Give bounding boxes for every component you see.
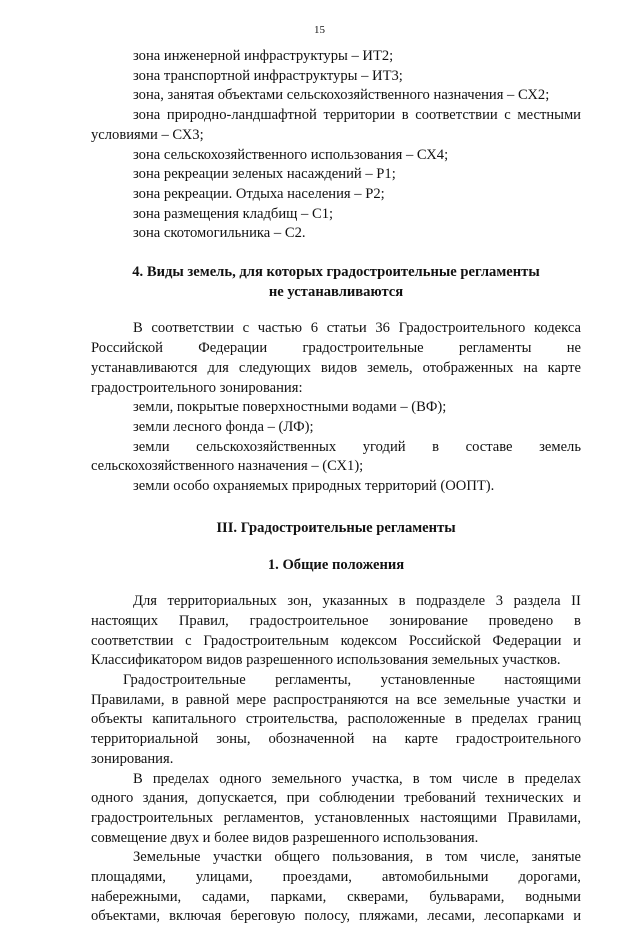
zone-item: зона рекреации зеленых насаждений – Р1; bbox=[133, 166, 396, 183]
word: в bbox=[398, 593, 406, 610]
word: территориальной bbox=[91, 731, 199, 748]
word: Российской bbox=[91, 340, 163, 357]
paragraph-line: В пределах одного земельного участка, в том числе в пределах bbox=[133, 770, 581, 787]
word: в bbox=[432, 438, 440, 455]
word: Правил, bbox=[178, 612, 229, 629]
section-4-para: устанавливаются для следующих видов земель, отображенных на карте bbox=[91, 359, 581, 376]
zone-item: условиями – СХ3; bbox=[91, 126, 204, 143]
general-heading: 1. Общие положения bbox=[267, 557, 405, 574]
page-number: 15 bbox=[314, 24, 325, 36]
word: 3 bbox=[495, 593, 504, 610]
zone-item: зона размещения кладбищ – С1; bbox=[133, 205, 334, 222]
paragraph-line: одного здания, допускается, при соблюдении требований технических и bbox=[91, 790, 581, 807]
zone-item: зона, занятая объектами сельскохозяйственного назначения – СХ2; bbox=[133, 87, 550, 104]
word: скверами, bbox=[347, 888, 409, 905]
section-4-para: градостроительного зонирования: bbox=[91, 379, 303, 396]
zone-item: зона инженерной инфраструктуры – ИТ2; bbox=[133, 48, 394, 64]
word: Градостроительные bbox=[123, 671, 246, 688]
word: раздела bbox=[513, 593, 561, 610]
zone-item: зона скотомогильника – С2. bbox=[133, 225, 306, 242]
section-4-heading-line1: 4. Виды земель, для которых градостроительные регламенты bbox=[132, 264, 540, 281]
paragraph-line: Правилами, в равной мере распространяются на все земельные участки и bbox=[91, 691, 581, 708]
word: территориальных bbox=[167, 593, 277, 610]
word: набережными, bbox=[91, 888, 182, 905]
word: автомобильными bbox=[381, 869, 489, 886]
word: II bbox=[571, 593, 581, 610]
word: градостроительные bbox=[302, 340, 424, 357]
word: установленные bbox=[380, 671, 475, 688]
word: градостроительное bbox=[249, 612, 369, 629]
word: бульварами, bbox=[429, 888, 505, 905]
paragraph-line: объекты капитального строительства, расположенные в пределах границ bbox=[91, 711, 581, 728]
word: зон, bbox=[287, 593, 312, 610]
word: парками, bbox=[270, 888, 327, 905]
word: зоны, bbox=[216, 731, 251, 748]
word: подразделе bbox=[416, 593, 486, 610]
word: Федерации bbox=[198, 340, 268, 357]
word: настоящих bbox=[91, 612, 159, 629]
paragraph-line bbox=[91, 612, 581, 632]
zones-list bbox=[91, 47, 581, 244]
land-item: земли, покрытые поверхностными водами – (ВФ); bbox=[133, 399, 447, 416]
zone-item: зона рекреации. Отдыха населения – Р2; bbox=[133, 185, 385, 202]
paragraph-line: градостроительных регламентов, установленных настоящими Правилами, bbox=[91, 809, 581, 826]
word: градостроительного bbox=[455, 731, 581, 748]
word: сельскохозяйственных bbox=[196, 438, 337, 455]
zone-item: зона природно-ландшафтной территории в соответствии с местными bbox=[133, 107, 581, 124]
paragraph-line: совмещение двух и более видов разрешенного использования. bbox=[91, 829, 479, 846]
paragraph-line bbox=[91, 592, 581, 612]
word: садами, bbox=[202, 888, 250, 905]
paragraph-line bbox=[91, 730, 581, 750]
land-item: земли лесного фонда – (ЛФ); bbox=[133, 418, 314, 435]
section-4-heading-line2: не устанавливаются bbox=[268, 283, 404, 300]
word: улицами, bbox=[195, 869, 253, 886]
word: составе bbox=[465, 438, 513, 455]
section-4-para-line bbox=[91, 339, 581, 359]
word: площадями, bbox=[91, 869, 166, 886]
paragraph-line bbox=[91, 888, 581, 908]
document-body bbox=[91, 47, 581, 927]
paragraph-line bbox=[91, 868, 581, 888]
word: регламенты, bbox=[275, 671, 352, 688]
zone-item: зона транспортной инфраструктуры – ИТ3; bbox=[133, 67, 403, 84]
word: в bbox=[574, 612, 581, 629]
word: регламенты bbox=[458, 340, 532, 357]
word: угодий bbox=[362, 438, 406, 455]
paragraph-line bbox=[91, 671, 581, 691]
word: проведено bbox=[488, 612, 554, 629]
word: земель bbox=[539, 438, 581, 455]
paragraph-line: зонирования. bbox=[91, 750, 174, 767]
word: обозначенной bbox=[268, 731, 355, 748]
word: проездами, bbox=[282, 869, 352, 886]
word: Для bbox=[133, 593, 157, 610]
section-4 bbox=[91, 263, 581, 497]
paragraph-line: соответствии с Градостроительным кодексом Российской Федерации и bbox=[91, 632, 581, 649]
word: зонирование bbox=[389, 612, 468, 629]
paragraph-line: объектами, включая береговую полосу, пляжами, лесами, лесопарками и bbox=[91, 908, 581, 925]
word: земли bbox=[133, 438, 170, 455]
general-provisions bbox=[91, 556, 581, 927]
word: не bbox=[566, 340, 581, 357]
section-3-heading: III. Градостроительные регламенты bbox=[216, 519, 456, 536]
section-4-para: В соответствии с частью 6 статьи 36 Градостроительного кодекса bbox=[133, 320, 581, 337]
paragraph-line: Земельные участки общего пользования, в том числе, занятые bbox=[133, 849, 581, 866]
word: настоящими bbox=[504, 671, 581, 688]
land-item bbox=[91, 438, 581, 458]
word: указанных bbox=[322, 593, 389, 610]
paragraph-line: Классификатором видов разрешенного использования земельных участков. bbox=[91, 652, 561, 669]
zone-item: зона сельскохозяйственного использования – СХ4; bbox=[133, 146, 449, 163]
word: карте bbox=[404, 731, 438, 748]
land-item: земли особо охраняемых природных территорий (ООПТ). bbox=[133, 478, 495, 495]
land-item: сельскохозяйственного назначения – (СХ1); bbox=[91, 458, 364, 475]
word: дорогами, bbox=[518, 869, 581, 886]
word: на bbox=[372, 731, 387, 748]
word: водными bbox=[525, 888, 581, 905]
